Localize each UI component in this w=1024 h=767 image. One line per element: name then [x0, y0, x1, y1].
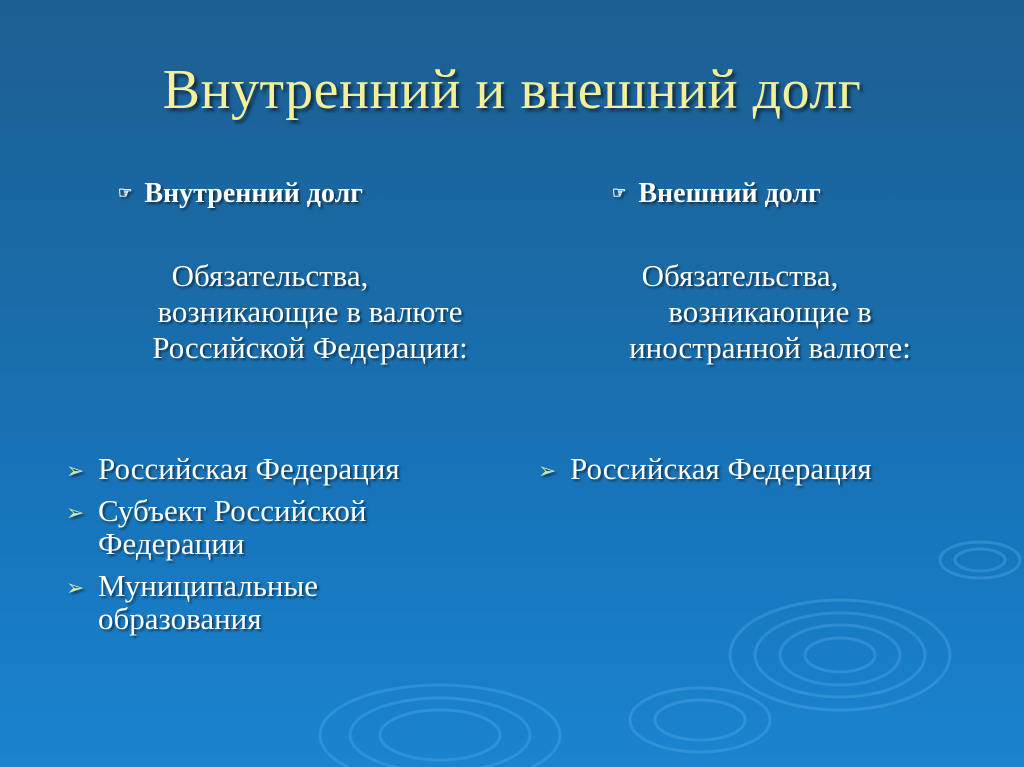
external-debt-description [540, 258, 1000, 366]
pointing-hand-icon: ☞ [118, 184, 133, 202]
description-line: иностранной валюте: [629, 330, 911, 365]
description-line: возникающие в [668, 294, 872, 329]
internal-debt-header-label: Внутренний долг [144, 178, 363, 209]
list-item: ➢ Субъект Российской Федерации [66, 493, 367, 561]
arrowhead-icon: ➢ [538, 458, 557, 483]
arrowhead-icon: ➢ [66, 500, 85, 525]
list-item: ➢ Российская Федерация [66, 451, 400, 486]
list-item: ➢ Муниципальные образования [66, 568, 319, 636]
pointing-hand-icon: ☞ [612, 184, 627, 202]
description-line: возникающие в валюте [157, 294, 463, 329]
external-debt-header [612, 178, 821, 210]
slide-title: Внутренний и внешний долг [162, 59, 862, 121]
internal-debt-list [58, 452, 498, 644]
description-line: Обязательства, [641, 258, 839, 293]
external-debt-list [530, 452, 970, 494]
arrowhead-icon: ➢ [66, 575, 85, 600]
external-debt-header-label: Внешний долг [638, 178, 821, 209]
description-line: Обязательства, [171, 258, 369, 293]
list-item: ➢ Российская Федерация [538, 451, 872, 486]
internal-debt-description [70, 258, 550, 366]
arrowhead-icon: ➢ [66, 458, 85, 483]
description-line: Российской Федерации: [152, 330, 468, 365]
internal-debt-header [118, 178, 363, 210]
